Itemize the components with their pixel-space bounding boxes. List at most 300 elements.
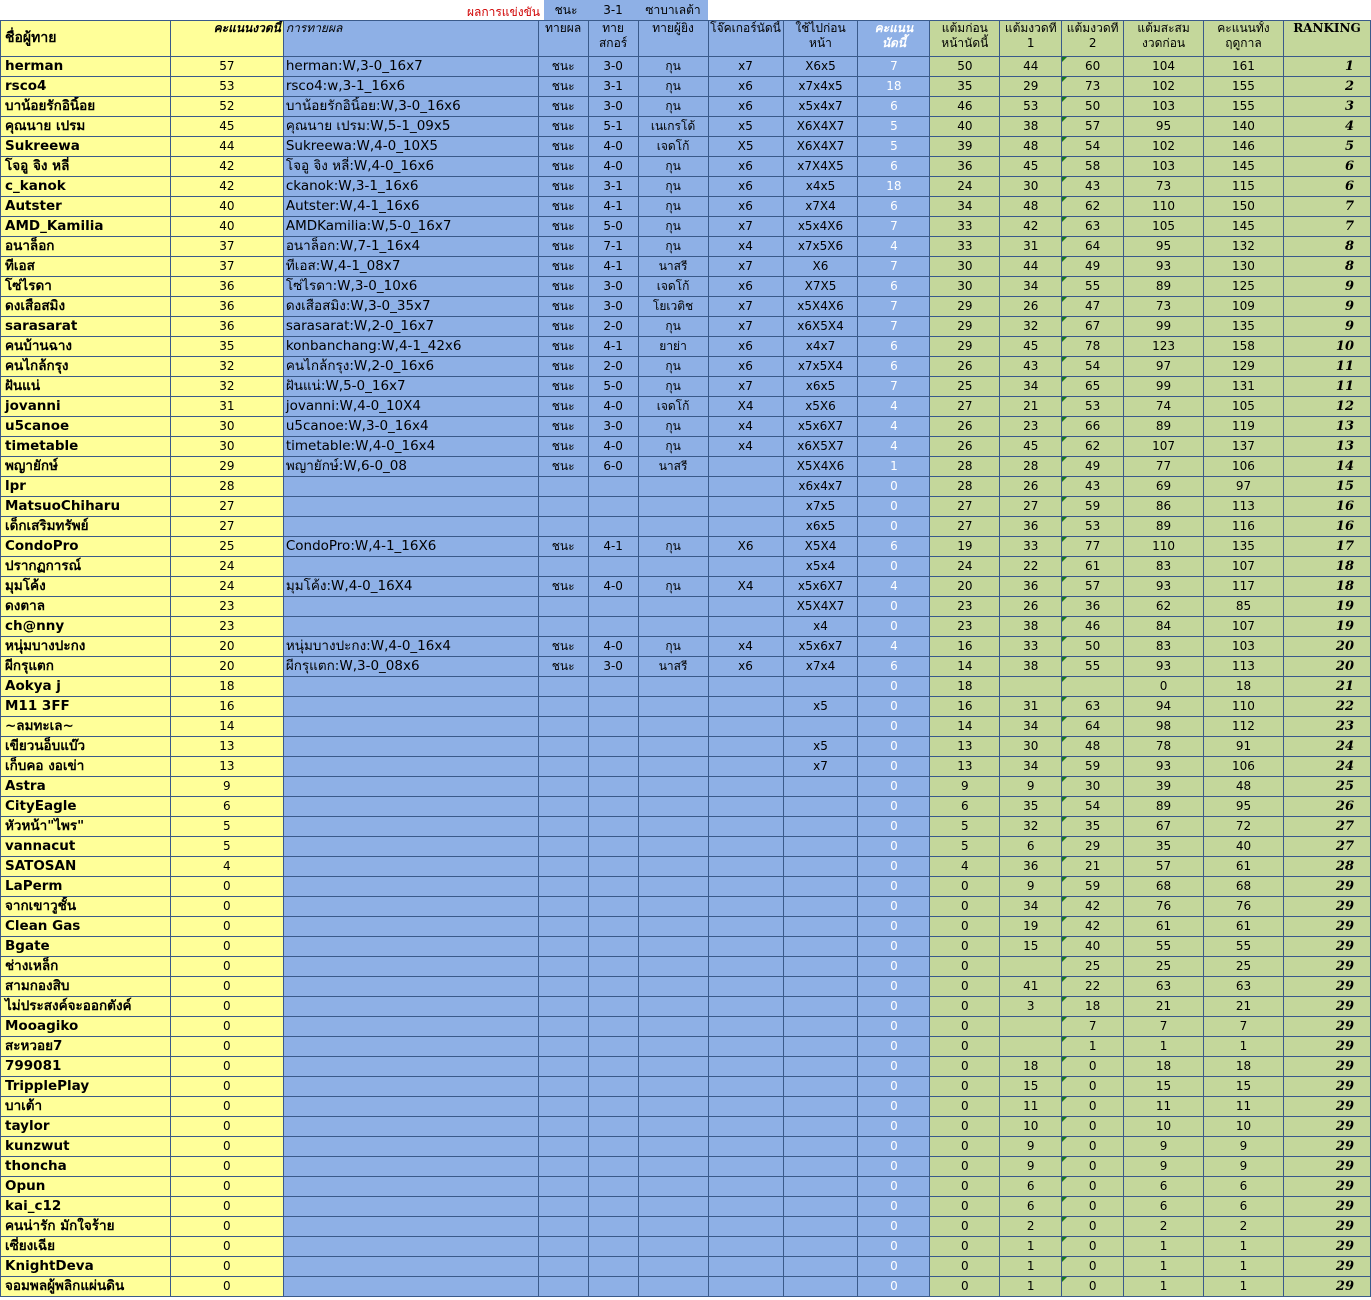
cell-scorer	[638, 1157, 708, 1177]
cell-before: 0	[930, 977, 1000, 997]
table-row	[1, 1137, 1371, 1157]
cell-scorer	[638, 1097, 708, 1117]
cell-prediction	[283, 1157, 538, 1177]
cell-round1: 6	[1000, 1177, 1062, 1197]
table-row	[1, 157, 1371, 177]
cell-match-points: 0	[858, 1217, 930, 1237]
cell-used-joker: x5	[783, 697, 858, 717]
cell-round2: 60	[1062, 57, 1124, 77]
cell-rank: 29	[1283, 1197, 1370, 1217]
cell-round2: 59	[1062, 877, 1124, 897]
cell-prediction	[283, 497, 538, 517]
cell-score-guess	[588, 1157, 638, 1177]
cell-season: 109	[1204, 297, 1284, 317]
cell-before: 0	[930, 1057, 1000, 1077]
cell-round2: 21	[1062, 857, 1124, 877]
cell-prediction	[283, 1077, 538, 1097]
cell-score-guess	[588, 617, 638, 637]
cell-outcome: ชนะ	[538, 157, 588, 177]
table-row	[1, 797, 1371, 817]
cell-rank: 7	[1283, 217, 1370, 237]
match-outcome: ชนะ	[544, 0, 588, 20]
cell-name: ทีเอส	[1, 257, 171, 277]
cell-match-points: 4	[858, 437, 930, 457]
cell-season: 103	[1204, 637, 1284, 657]
cell-used-joker: x7x5X4	[783, 357, 858, 377]
cell-used-joker	[783, 717, 858, 737]
cell-accum: 62	[1124, 597, 1204, 617]
header-accum: แต้มสะสม งวดก่อน	[1124, 21, 1204, 57]
cell-joker	[708, 1057, 783, 1077]
cell-outcome: ชนะ	[538, 357, 588, 377]
table-row	[1, 97, 1371, 117]
cell-used-joker	[783, 1277, 858, 1297]
cell-accum: 102	[1124, 137, 1204, 157]
cell-before: 24	[930, 557, 1000, 577]
cell-rank: 29	[1283, 957, 1370, 977]
cell-name: ~ลมทะเล~	[1, 717, 171, 737]
cell-round2: 22	[1062, 977, 1124, 997]
cell-prediction	[283, 1277, 538, 1297]
cell-scorer	[638, 1217, 708, 1237]
cell-round2: 54	[1062, 357, 1124, 377]
header-before: แต้มก่อน หน้านัดนี้	[930, 21, 1000, 57]
cell-used-joker	[783, 1177, 858, 1197]
cell-round1: 15	[1000, 1077, 1062, 1097]
cell-rank: 2	[1283, 77, 1370, 97]
cell-outcome	[538, 697, 588, 717]
cell-score-guess: 6-0	[588, 457, 638, 477]
cell-score-guess	[588, 777, 638, 797]
cell-prediction: jovanni:W,4-0_10X4	[283, 397, 538, 417]
cell-match-points: 0	[858, 857, 930, 877]
header-row	[1, 21, 1371, 57]
cell-name: CityEagle	[1, 797, 171, 817]
cell-round2: 65	[1062, 377, 1124, 397]
cell-outcome: ชนะ	[538, 377, 588, 397]
table-row	[1, 497, 1371, 517]
cell-used-joker	[783, 1197, 858, 1217]
cell-round2: 77	[1062, 537, 1124, 557]
cell-score: 0	[170, 1157, 283, 1177]
cell-joker	[708, 1137, 783, 1157]
cell-accum: 15	[1124, 1077, 1204, 1097]
cell-score: 36	[170, 277, 283, 297]
cell-outcome	[538, 877, 588, 897]
cell-match-points: 0	[858, 697, 930, 717]
cell-round2: 73	[1062, 77, 1124, 97]
cell-season: 63	[1204, 977, 1284, 997]
cell-round1: 41	[1000, 977, 1062, 997]
cell-used-joker: X6	[783, 257, 858, 277]
cell-score-guess	[588, 517, 638, 537]
cell-name: Mooagiko	[1, 1017, 171, 1037]
cell-score: 29	[170, 457, 283, 477]
cell-round1: 26	[1000, 597, 1062, 617]
cell-season: 146	[1204, 137, 1284, 157]
table-row	[1, 277, 1371, 297]
cell-before: 34	[930, 197, 1000, 217]
cell-outcome	[538, 937, 588, 957]
table-row	[1, 197, 1371, 217]
cell-name: Astra	[1, 777, 171, 797]
cell-accum: 102	[1124, 77, 1204, 97]
cell-round1: 23	[1000, 417, 1062, 437]
cell-round1: 38	[1000, 657, 1062, 677]
cell-joker	[708, 917, 783, 937]
cell-round1: 27	[1000, 497, 1062, 517]
cell-prediction: โจอู จิง หลี่:W,4-0_16x6	[283, 157, 538, 177]
cell-score: 31	[170, 397, 283, 417]
cell-before: 30	[930, 257, 1000, 277]
cell-joker: x7	[708, 217, 783, 237]
cell-used-joker: x6x5	[783, 517, 858, 537]
table-row	[1, 937, 1371, 957]
cell-round2: 0	[1062, 1137, 1124, 1157]
cell-rank: 21	[1283, 677, 1370, 697]
cell-scorer: กุน	[638, 637, 708, 657]
table-row	[1, 137, 1371, 157]
cell-prediction	[283, 1137, 538, 1157]
cell-scorer: เจดโก้	[638, 397, 708, 417]
cell-match-points: 0	[858, 817, 930, 837]
cell-accum: 78	[1124, 737, 1204, 757]
cell-used-joker: x5X4X6	[783, 297, 858, 317]
cell-rank: 4	[1283, 117, 1370, 137]
cell-round1: 34	[1000, 377, 1062, 397]
cell-prediction: herman:W,3-0_16x7	[283, 57, 538, 77]
cell-joker: X4	[708, 577, 783, 597]
cell-outcome	[538, 1037, 588, 1057]
cell-name: Opun	[1, 1177, 171, 1197]
cell-scorer	[638, 1277, 708, 1297]
cell-score-guess: 4-1	[588, 257, 638, 277]
cell-scorer	[638, 957, 708, 977]
cell-outcome: ชนะ	[538, 197, 588, 217]
cell-season: 145	[1204, 157, 1284, 177]
cell-score: 23	[170, 597, 283, 617]
cell-score: 16	[170, 697, 283, 717]
cell-score-guess	[588, 597, 638, 617]
cell-match-points: 0	[858, 1097, 930, 1117]
cell-joker	[708, 897, 783, 917]
cell-score: 42	[170, 157, 283, 177]
cell-outcome: ชนะ	[538, 277, 588, 297]
cell-scorer	[638, 797, 708, 817]
cell-round1: 32	[1000, 317, 1062, 337]
cell-name: SATOSAN	[1, 857, 171, 877]
cell-prediction: timetable:W,4-0_16x4	[283, 437, 538, 457]
cell-accum: 35	[1124, 837, 1204, 857]
cell-accum: 69	[1124, 477, 1204, 497]
cell-season: 145	[1204, 217, 1284, 237]
cell-used-joker	[783, 1157, 858, 1177]
cell-round1: 6	[1000, 1197, 1062, 1217]
cell-score: 0	[170, 1057, 283, 1077]
cell-used-joker: X6x5	[783, 57, 858, 77]
cell-score: 28	[170, 477, 283, 497]
cell-match-points: 0	[858, 1017, 930, 1037]
cell-prediction: ckanok:W,3-1_16x6	[283, 177, 538, 197]
cell-scorer	[638, 617, 708, 637]
cell-round1: 6	[1000, 837, 1062, 857]
cell-before: 28	[930, 457, 1000, 477]
cell-scorer: กุน	[638, 417, 708, 437]
cell-before: 24	[930, 177, 1000, 197]
cell-rank: 29	[1283, 1137, 1370, 1157]
cell-outcome	[538, 957, 588, 977]
cell-round1: 3	[1000, 997, 1062, 1017]
cell-prediction	[283, 977, 538, 997]
cell-round2: 48	[1062, 737, 1124, 757]
cell-prediction	[283, 757, 538, 777]
cell-before: 29	[930, 337, 1000, 357]
cell-match-points: 0	[858, 677, 930, 697]
cell-outcome	[538, 677, 588, 697]
cell-score-guess	[588, 1037, 638, 1057]
cell-scorer: เจดโก้	[638, 277, 708, 297]
cell-match-points: 7	[858, 297, 930, 317]
cell-accum: 6	[1124, 1177, 1204, 1197]
cell-outcome	[538, 977, 588, 997]
cell-accum: 7	[1124, 1017, 1204, 1037]
cell-accum: 1	[1124, 1257, 1204, 1277]
header-outcome: ทายผล	[538, 21, 588, 57]
cell-scorer	[638, 1257, 708, 1277]
cell-prediction: คุณนาย เปรม:W,5-1_09x5	[283, 117, 538, 137]
cell-used-joker	[783, 817, 858, 837]
cell-name: สามกองสิบ	[1, 977, 171, 997]
cell-before: 9	[930, 777, 1000, 797]
cell-score: 0	[170, 877, 283, 897]
cell-score: 14	[170, 717, 283, 737]
cell-before: 5	[930, 837, 1000, 857]
cell-score-guess: 4-0	[588, 157, 638, 177]
cell-rank: 8	[1283, 237, 1370, 257]
cell-season: 1	[1204, 1257, 1284, 1277]
cell-score: 0	[170, 1197, 283, 1217]
table-row	[1, 957, 1371, 977]
cell-joker	[708, 677, 783, 697]
cell-before: 26	[930, 437, 1000, 457]
cell-scorer: นาสรี	[638, 257, 708, 277]
cell-match-points: 0	[858, 557, 930, 577]
cell-rank: 9	[1283, 297, 1370, 317]
cell-used-joker: x7X4	[783, 197, 858, 217]
cell-season: 18	[1204, 1057, 1284, 1077]
cell-before: 0	[930, 1017, 1000, 1037]
table-row	[1, 617, 1371, 637]
cell-season: 112	[1204, 717, 1284, 737]
cell-scorer: กุน	[638, 157, 708, 177]
cell-used-joker: X5X4X6	[783, 457, 858, 477]
cell-prediction	[283, 997, 538, 1017]
cell-scorer	[638, 837, 708, 857]
cell-rank: 29	[1283, 1057, 1370, 1077]
cell-used-joker	[783, 1017, 858, 1037]
cell-match-points: 1	[858, 457, 930, 477]
cell-joker: x4	[708, 637, 783, 657]
cell-accum: 9	[1124, 1157, 1204, 1177]
cell-before: 0	[930, 937, 1000, 957]
cell-scorer	[638, 997, 708, 1017]
cell-rank: 19	[1283, 597, 1370, 617]
cell-used-joker: x5x6X7	[783, 577, 858, 597]
cell-score-guess	[588, 1117, 638, 1137]
cell-joker	[708, 717, 783, 737]
cell-before: 16	[930, 637, 1000, 657]
header-match-points: คะแนน นัดนี้	[858, 21, 930, 57]
cell-name: Sukreewa	[1, 137, 171, 157]
cell-rank: 13	[1283, 417, 1370, 437]
cell-joker: x6	[708, 337, 783, 357]
cell-round1: 18	[1000, 1057, 1062, 1077]
cell-before: 0	[930, 1237, 1000, 1257]
cell-season: 1	[1204, 1037, 1284, 1057]
cell-name: เก็บคอ งอเข่า	[1, 757, 171, 777]
cell-before: 4	[930, 857, 1000, 877]
cell-match-points: 0	[858, 497, 930, 517]
cell-score-guess: 5-1	[588, 117, 638, 137]
cell-before: 33	[930, 217, 1000, 237]
cell-accum: 95	[1124, 237, 1204, 257]
cell-used-joker	[783, 997, 858, 1017]
cell-joker: X5	[708, 137, 783, 157]
cell-season: 9	[1204, 1157, 1284, 1177]
cell-name: อนาล็อก	[1, 237, 171, 257]
cell-score: 30	[170, 437, 283, 457]
cell-score-guess	[588, 677, 638, 697]
cell-match-points: 4	[858, 577, 930, 597]
cell-round1	[1000, 677, 1062, 697]
cell-name: บาเต้า	[1, 1097, 171, 1117]
cell-season: 9	[1204, 1137, 1284, 1157]
cell-before: 0	[930, 1117, 1000, 1137]
cell-match-points: 6	[858, 97, 930, 117]
cell-used-joker: x6X5X7	[783, 437, 858, 457]
cell-before: 23	[930, 597, 1000, 617]
cell-name: TripplePlay	[1, 1077, 171, 1097]
cell-match-points: 0	[858, 1237, 930, 1257]
cell-round1: 26	[1000, 477, 1062, 497]
header-prediction: การทายผล	[283, 21, 538, 57]
table-row	[1, 1277, 1371, 1297]
cell-accum: 89	[1124, 277, 1204, 297]
cell-outcome	[538, 1237, 588, 1257]
cell-before: 26	[930, 417, 1000, 437]
cell-outcome	[538, 597, 588, 617]
cell-outcome	[538, 817, 588, 837]
cell-name: ช่างเหล็ก	[1, 957, 171, 977]
cell-match-points: 4	[858, 397, 930, 417]
table-row	[1, 57, 1371, 77]
cell-round2: 42	[1062, 917, 1124, 937]
cell-used-joker: X6X4X7	[783, 137, 858, 157]
cell-before: 0	[930, 957, 1000, 977]
cell-accum: 84	[1124, 617, 1204, 637]
cell-round2: 53	[1062, 517, 1124, 537]
cell-season: 161	[1204, 57, 1284, 77]
cell-accum: 83	[1124, 637, 1204, 657]
cell-used-joker	[783, 1237, 858, 1257]
cell-scorer: กุน	[638, 97, 708, 117]
cell-before: 27	[930, 517, 1000, 537]
cell-rank: 29	[1283, 1237, 1370, 1257]
cell-accum: 97	[1124, 357, 1204, 377]
cell-round1: 42	[1000, 217, 1062, 237]
cell-match-points: 0	[858, 1157, 930, 1177]
cell-round2: 35	[1062, 817, 1124, 837]
cell-rank: 24	[1283, 757, 1370, 777]
cell-name: jovanni	[1, 397, 171, 417]
cell-scorer	[638, 557, 708, 577]
cell-outcome: ชนะ	[538, 637, 588, 657]
cell-joker	[708, 557, 783, 577]
cell-match-points: 0	[858, 737, 930, 757]
cell-round2: 62	[1062, 437, 1124, 457]
cell-outcome: ชนะ	[538, 437, 588, 457]
cell-outcome	[538, 997, 588, 1017]
cell-score-guess: 3-0	[588, 97, 638, 117]
cell-match-points: 6	[858, 537, 930, 557]
cell-joker	[708, 497, 783, 517]
cell-rank: 29	[1283, 877, 1370, 897]
cell-score-guess: 4-1	[588, 337, 638, 357]
table-row	[1, 177, 1371, 197]
cell-outcome	[538, 797, 588, 817]
table-row	[1, 437, 1371, 457]
cell-round1: 11	[1000, 1097, 1062, 1117]
cell-score: 23	[170, 617, 283, 637]
cell-scorer	[638, 817, 708, 837]
cell-accum: 89	[1124, 417, 1204, 437]
cell-score: 52	[170, 97, 283, 117]
cell-score-guess	[588, 857, 638, 877]
cell-score-guess	[588, 1257, 638, 1277]
cell-before: 30	[930, 277, 1000, 297]
cell-score: 4	[170, 857, 283, 877]
cell-name: kai_c12	[1, 1197, 171, 1217]
cell-round1: 34	[1000, 897, 1062, 917]
cell-joker: x6	[708, 177, 783, 197]
cell-outcome: ชนะ	[538, 657, 588, 677]
cell-score: 37	[170, 257, 283, 277]
cell-name: vannacut	[1, 837, 171, 857]
cell-scorer: กุน	[638, 357, 708, 377]
cell-round2: 49	[1062, 257, 1124, 277]
cell-scorer: กุน	[638, 377, 708, 397]
cell-name: บาน้อยรักอินิ้อย	[1, 97, 171, 117]
cell-rank: 18	[1283, 557, 1370, 577]
cell-round1: 30	[1000, 177, 1062, 197]
table-row	[1, 857, 1371, 877]
table-row	[1, 1097, 1371, 1117]
cell-rank: 23	[1283, 717, 1370, 737]
cell-round1: 31	[1000, 237, 1062, 257]
cell-rank: 29	[1283, 1117, 1370, 1137]
cell-match-points: 0	[858, 877, 930, 897]
cell-season: 106	[1204, 757, 1284, 777]
cell-accum: 123	[1124, 337, 1204, 357]
cell-season: 107	[1204, 617, 1284, 637]
cell-round2: 63	[1062, 217, 1124, 237]
cell-scorer	[638, 1137, 708, 1157]
cell-match-points: 0	[858, 1197, 930, 1217]
cell-score-guess	[588, 477, 638, 497]
cell-rank: 6	[1283, 177, 1370, 197]
cell-round2: 0	[1062, 1177, 1124, 1197]
cell-joker	[708, 1037, 783, 1057]
